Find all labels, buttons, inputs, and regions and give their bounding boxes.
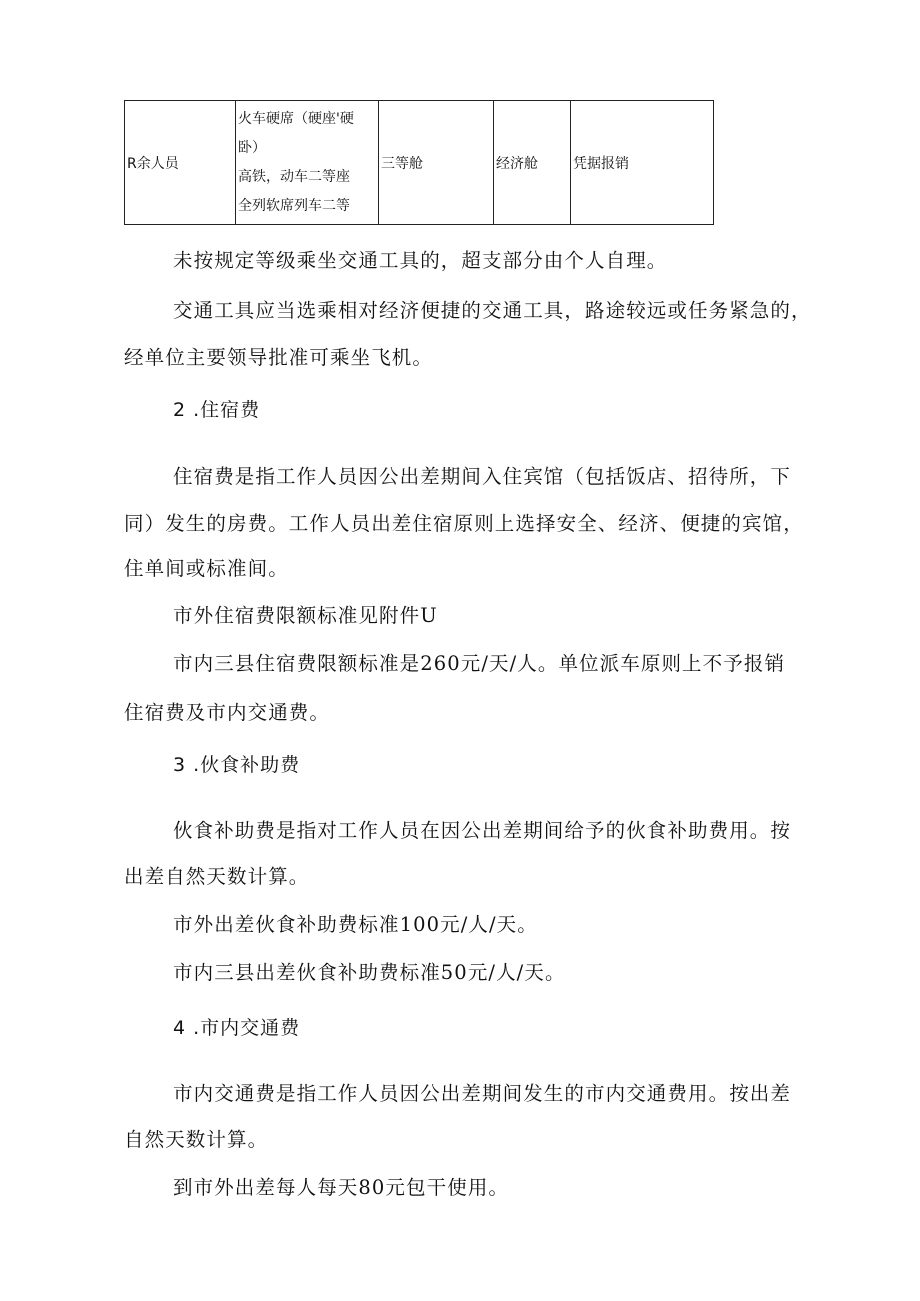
train-line: 高铁，动车二等座 — [238, 168, 350, 185]
section-heading: 4 .市内交通费 — [173, 1017, 301, 1039]
table-cell-ship: 三等舱 — [379, 101, 494, 225]
table-cell-train — [236, 101, 379, 225]
paragraph-line: 同）发生的房费。工作人员出差住宿原则上选择安全、经济、便捷的宾馆， — [124, 512, 804, 535]
train-line: 火车硬席（硬座'硬 — [238, 110, 354, 127]
paragraph-line: 出差自然天数计算。 — [124, 865, 310, 888]
paragraph-line: 住单间或标准间。 — [124, 557, 289, 580]
paragraph-line: 交通工具应当选乘相对经济便捷的交通工具，路途较远或任务紧急的， — [173, 299, 812, 322]
paragraph-line: 住宿费是指工作人员因公出差期间入住宾馆（包括饭店、招待所，下 — [173, 465, 792, 488]
paragraph-line: 伙食补助费是指对工作人员在因公出差期间给予的伙食补助费用。按 — [173, 819, 792, 842]
paragraph-line: 市内交通费是指工作人员因公出差期间发生的市内交通费用。按出差 — [173, 1082, 792, 1105]
train-line: 卧） — [238, 139, 266, 156]
paragraph-line: 市外住宿费限额标准见附件U — [173, 604, 438, 627]
paragraph-line: 市外出差伙食补助费标准100元/人/天。 — [173, 913, 538, 936]
table-cell-flight: 经济舱 — [494, 101, 571, 225]
transport-standard-table — [124, 100, 714, 225]
section-heading: 3 .伙食补助费 — [173, 754, 301, 776]
paragraph-line: 未按规定等级乘坐交通工具的，超支部分由个人自理。 — [173, 249, 668, 272]
paragraph-line: 市内三县出差伙食补助费标准50元/人/天。 — [173, 961, 566, 984]
paragraph-line: 市内三县住宿费限额标准是260元/天/人。单位派车原则上不予报销 — [173, 652, 786, 675]
table-row — [125, 101, 714, 225]
section-heading: 2 .住宿费 — [173, 399, 261, 421]
paragraph-line: 经单位主要领导批准可乘坐飞机。 — [124, 346, 434, 369]
table-cell-other: 凭据报销 — [571, 101, 714, 225]
train-line: 全列软席列车二等 — [238, 197, 350, 214]
table-cell-category: R余人员 — [125, 101, 236, 225]
paragraph-line: 到市外出差每人每天80元包干使用。 — [173, 1176, 510, 1199]
paragraph-line: 住宿费及市内交通费。 — [124, 701, 331, 724]
paragraph-line: 自然天数计算。 — [124, 1128, 269, 1151]
